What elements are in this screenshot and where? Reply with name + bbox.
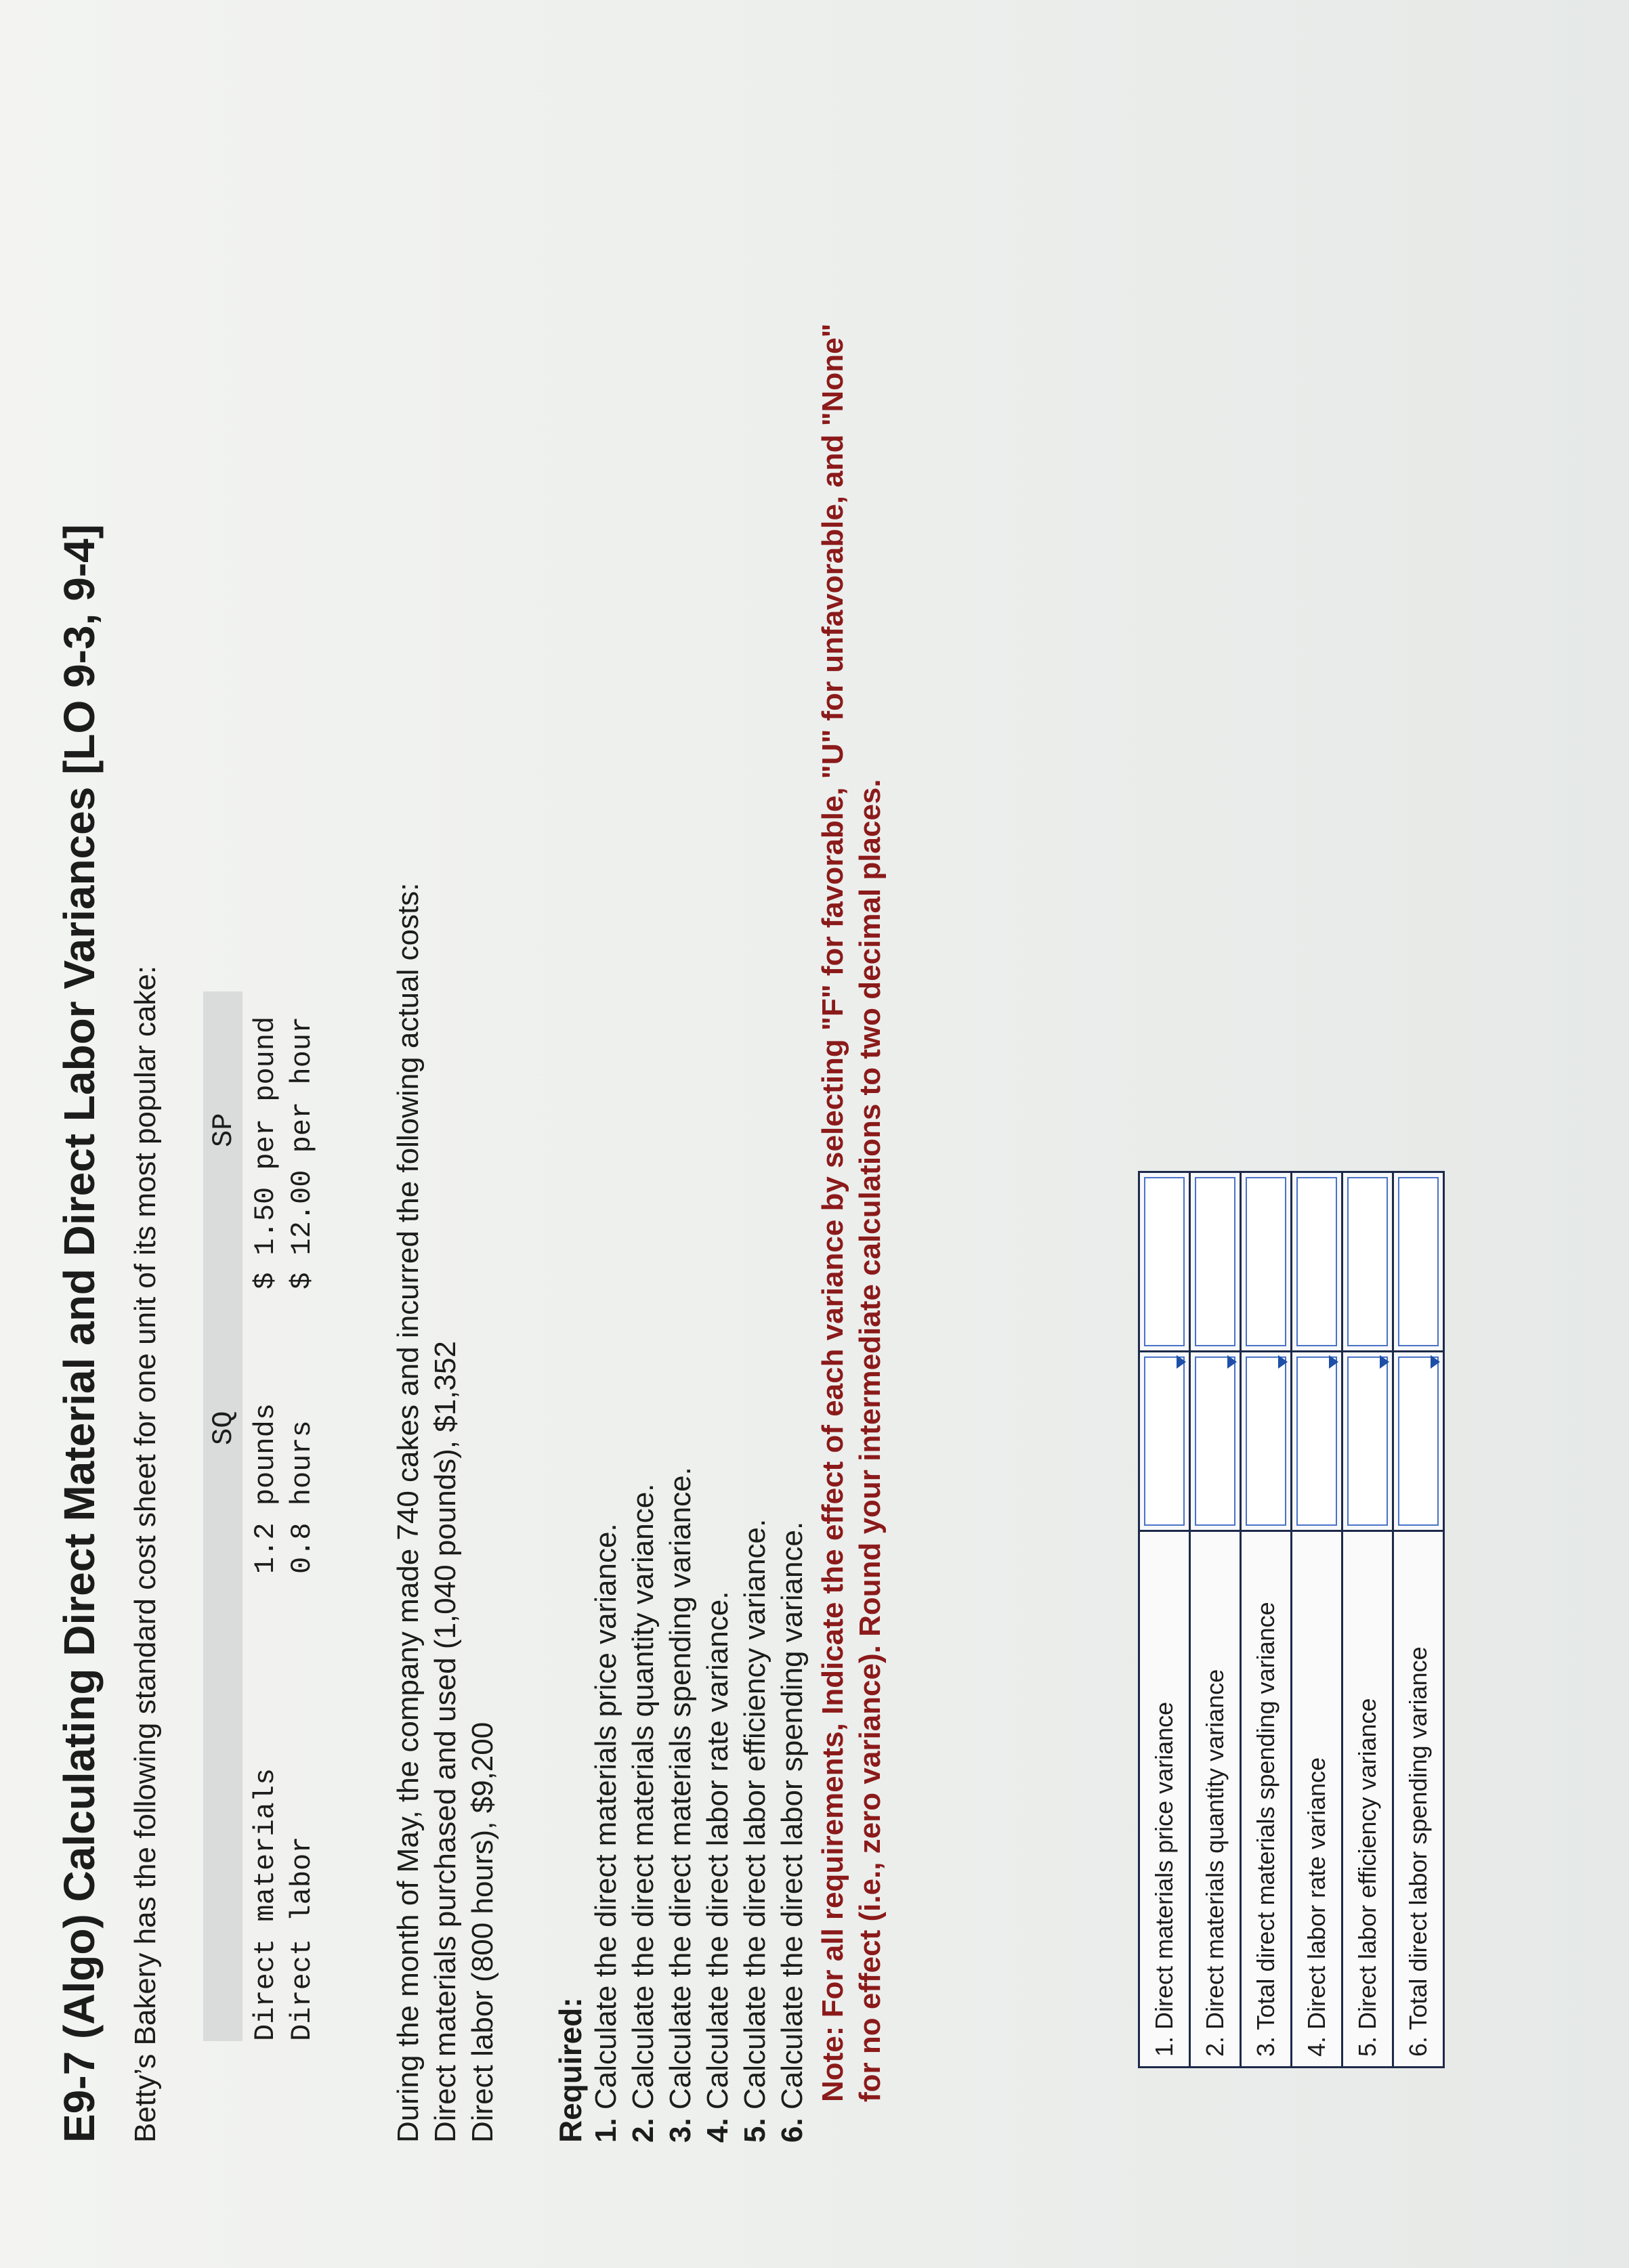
row-labor-sp: $ 12.00 per hour [286,1016,318,1289]
chevron-down-icon[interactable] [1278,1355,1288,1369]
amount-input-box[interactable] [1398,1177,1439,1346]
chevron-down-icon[interactable] [1177,1355,1186,1369]
effect-select-box[interactable] [1144,1356,1185,1526]
row-label: 4. Direct labor rate variance [1292,1531,1342,2068]
table-row [1342,1172,1393,2068]
actual-labor: Direct labor (800 hours), $9,200 [466,1721,499,2143]
actual-materials: Direct materials purchased and used (1,040 pounds), $1,352 [429,1341,462,2143]
table-row [1393,1172,1444,2068]
required-item-4 [701,1591,735,2143]
amount-input-box[interactable] [1144,1177,1185,1346]
required-item-number: 2. [627,2118,660,2143]
header-sp: SP [207,1113,240,1147]
required-item-6 [776,1522,809,2143]
amount-input[interactable] [1342,1172,1393,1352]
required-item-number: 4. [701,2118,734,2143]
required-item-number: 1. [589,2118,622,2143]
table-row [1241,1172,1292,2068]
effect-select[interactable] [1342,1352,1393,1531]
amount-input-box[interactable] [1195,1177,1235,1346]
amount-input[interactable] [1139,1172,1190,1352]
row-label: 3. Total direct materials spending variance [1241,1531,1292,2068]
note-line-2: for no effect (i.e., zero variance). Round your intermediate calculations to two decimal places. [853,779,887,2102]
row-materials-item: Direct materials [249,1768,282,2041]
chevron-down-icon[interactable] [1329,1355,1338,1369]
table-row [1292,1172,1342,2068]
required-item-text: Calculate the direct materials spending variance. [664,1467,697,2110]
required-item-text: Calculate the direct labor rate variance. [701,1591,734,2110]
cost-sheet-header-bar [203,991,242,2041]
amount-input[interactable] [1190,1172,1241,1352]
row-label: 1. Direct materials price variance [1139,1531,1190,2068]
required-item-text: Calculate the direct materials quantity variance. [627,1483,660,2110]
required-item-2 [627,1484,660,2143]
row-label: 6. Total direct labor spending variance [1393,1531,1444,2068]
header-sq: SQ [207,1411,240,1445]
chevron-down-icon[interactable] [1431,1355,1440,1369]
required-item-text: Calculate the direct materials price variance. [589,1523,622,2110]
required-item-3 [664,1467,698,2143]
table-row [1139,1172,1190,2068]
row-label: 5. Direct labor efficiency variance [1342,1531,1393,2068]
effect-select-box[interactable] [1246,1356,1286,1526]
effect-select[interactable] [1241,1352,1292,1531]
actual-costs-lead: During the month of May, the company made 740 cakes and incurred the following actual costs: [392,882,425,2143]
amount-input-box[interactable] [1347,1177,1388,1346]
required-item-number: 3. [664,2118,697,2143]
row-labor-item: Direct labor [286,1836,318,2041]
effect-select[interactable] [1292,1352,1342,1531]
note-line-1: Note: For all requirements, Indicate the effect of each variance by selecting "F" for favorable, "U" for unfavorable, and "None" [816,323,849,2102]
effect-select[interactable] [1190,1352,1241,1531]
effect-select-box[interactable] [1398,1356,1439,1526]
amount-input[interactable] [1393,1172,1444,1352]
effect-select[interactable] [1139,1352,1190,1531]
amount-input-box[interactable] [1246,1177,1286,1346]
answer-table [1138,1171,1445,2068]
row-labor-sq: 0.8 hours [286,1420,318,1574]
chevron-down-icon[interactable] [1380,1355,1389,1369]
amount-input[interactable] [1292,1172,1342,1352]
required-heading: Required: [553,1997,588,2143]
problem-intro: Betty’s Bakery has the following standard cost sheet for one unit of its most popular cake: [129,965,162,2143]
required-item-number: 6. [776,2118,809,2143]
effect-select-box[interactable] [1347,1356,1388,1526]
amount-input-box[interactable] [1296,1177,1337,1346]
row-label: 2. Direct materials quantity variance [1190,1531,1241,2068]
amount-input[interactable] [1241,1172,1292,1352]
effect-select-box[interactable] [1296,1356,1337,1526]
row-materials-sp: $ 1.50 per pound [249,1016,282,1289]
required-item-text: Calculate the direct labor spending variance. [776,1521,809,2110]
chevron-down-icon[interactable] [1227,1355,1237,1369]
required-item-number: 5. [738,2118,771,2143]
table-row [1190,1172,1241,2068]
required-item-5 [738,1519,772,2143]
effect-select-box[interactable] [1195,1356,1235,1526]
effect-select[interactable] [1393,1352,1444,1531]
required-item-text: Calculate the direct labor efficiency variance. [738,1518,771,2110]
required-item-1 [589,1523,623,2143]
row-materials-sq: 1.2 pounds [249,1403,282,1574]
standard-cost-sheet [203,991,339,2041]
problem-title: E9-7 (Algo) Calculating Direct Material and Direct Labor Variances [LO 9-3, 9-4] [55,524,104,2143]
